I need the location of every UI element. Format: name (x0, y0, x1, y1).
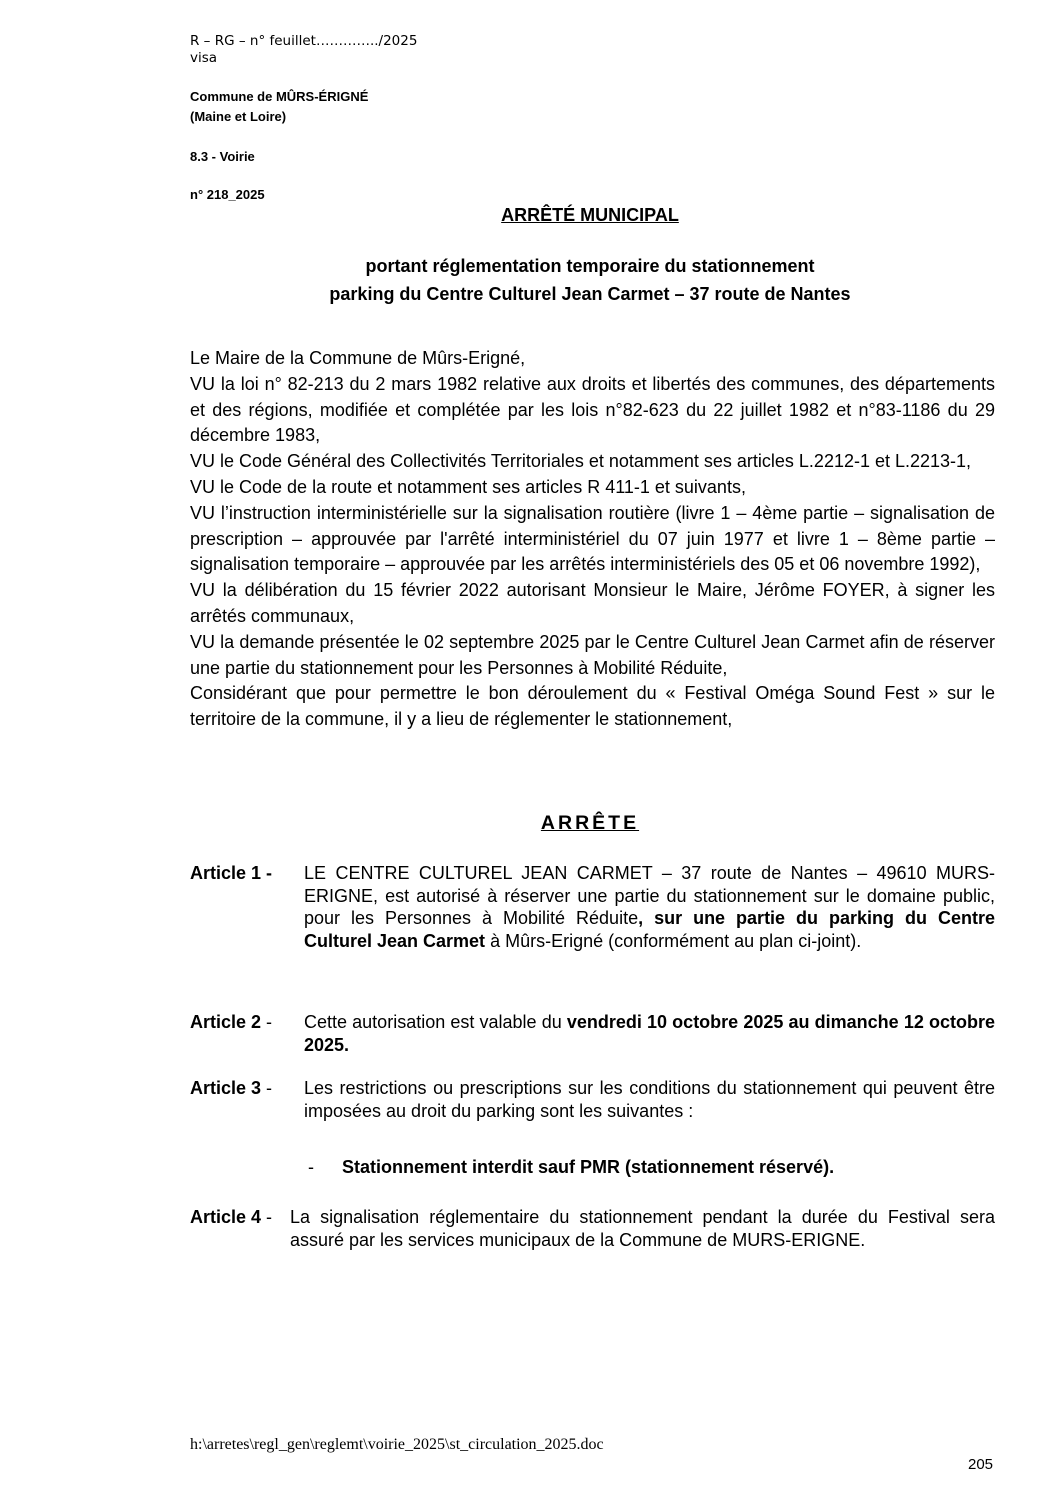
visa-label: visa (190, 50, 218, 66)
article-4 (190, 1206, 995, 1251)
page-title: ARRÊTÉ MUNICIPAL (501, 205, 679, 225)
article-label: Article 1 - (190, 863, 273, 883)
preamble-item: VU la délibération du 15 février 2022 autorisant Monsieur le Maire, Jérôme FOYER, à signer les arrêtés communaux, (190, 580, 995, 626)
preamble-item: VU le Code Général des Collectivités Territoriales et notamment ses articles L.2212-1 et L.2213-1, (190, 451, 972, 472)
commune-block (190, 87, 368, 127)
preamble-item: VU le Code de la route et notamment ses articles R 411-1 et suivants, (190, 476, 746, 497)
subtitle-line-1: portant réglementation temporaire du stationnement (365, 256, 815, 276)
subtitle-line-2: parking du Centre Culturel Jean Carmet – 37 route de Nantes (329, 284, 851, 304)
preamble-item: VU la demande présentée le 02 septembre 2025 par le Centre Culturel Jean Carmet afin de réserver une partie du stationnement pour les Personnes à Mobilité Réduite, (190, 631, 995, 678)
commune-name: Commune de MÛRS-ÉRIGNÉ (190, 89, 369, 104)
article-body: LE CENTRE CULTUREL JEAN CARMET – 37 route de Nantes – 49610 MURS-ERIGNE, est autorisé à réserver une partie du stationnement sur le domaine public, pour les Personnes à Mobilité Réduite, sur une partie du parking du Centre Culturel Jean Carmet à Mûrs-Erigné (conformément au plan ci-joint). (304, 863, 996, 951)
article-body: La signalisation réglementaire du stationnement pendant la durée du Festival sera assuré par les services municipaux de la Commune de MURS-ERIGNE. (290, 1207, 995, 1250)
bullet-text: Stationnement interdit sauf PMR (stationnement réservé). (342, 1157, 835, 1177)
article-body: Les restrictions ou prescriptions sur les conditions du stationnement qui peuvent être imposées au droit du parking sont les suivantes : (304, 1078, 995, 1121)
decree-number: n° 218_2025 (190, 187, 265, 202)
article-label: Article 3 - (190, 1078, 273, 1098)
article-3-bullet (308, 1157, 834, 1178)
article-3 (190, 1077, 995, 1122)
category-label: 8.3 - Voirie (190, 149, 255, 164)
preamble-item: VU l’instruction interministérielle sur la signalisation routière (livre 1 – 4ème partie – signalisation de prescription – approuvée par l'arrêté interministériel du 07 juin 1977 et livre 1 – 8ème partie – signalisation temporaire – approuvée par les arrêtés interministériels des 05 et 06 novembre 1992), (190, 502, 995, 575)
page-number: 205 (968, 1456, 994, 1473)
article-label: Article 4 - (190, 1207, 273, 1227)
reference-line: R – RG – n° feuillet…………../2025 (190, 33, 418, 49)
document-reference (190, 33, 417, 67)
footer-file-path: h:\arretes\regl_gen\reglemt\voirie_2025\st_circulation_2025.doc (190, 1436, 604, 1453)
page-subtitle (150, 252, 1030, 308)
preamble-item: Le Maire de la Commune de Mûrs-Erigné, (190, 348, 526, 368)
article-body: Cette autorisation est valable du vendredi 10 octobre 2025 au dimanche 12 octobre 2025. (304, 1012, 995, 1055)
preamble-item: Considérant que pour permettre le bon déroulement du « Festival Oméga Sound Fest » sur le territoire de la commune, il y a lieu de réglementer le stationnement, (190, 683, 995, 730)
preamble (190, 346, 995, 733)
department-name: (Maine et Loire) (190, 109, 287, 124)
article-1 (190, 862, 995, 952)
bullet-dash: - (308, 1157, 314, 1177)
article-2 (190, 1011, 995, 1056)
preamble-item: VU la loi n° 82-213 du 2 mars 1982 relative aux droits et libertés des communes, des départements et des régions, modifiée et complétée par les lois n°82-623 du 22 juillet 1982 et n°83-1186 du 29 décembre 1983, (190, 373, 995, 446)
decision-heading: ARRÊTE (540, 812, 640, 834)
article-label: Article 2 - (190, 1012, 273, 1032)
